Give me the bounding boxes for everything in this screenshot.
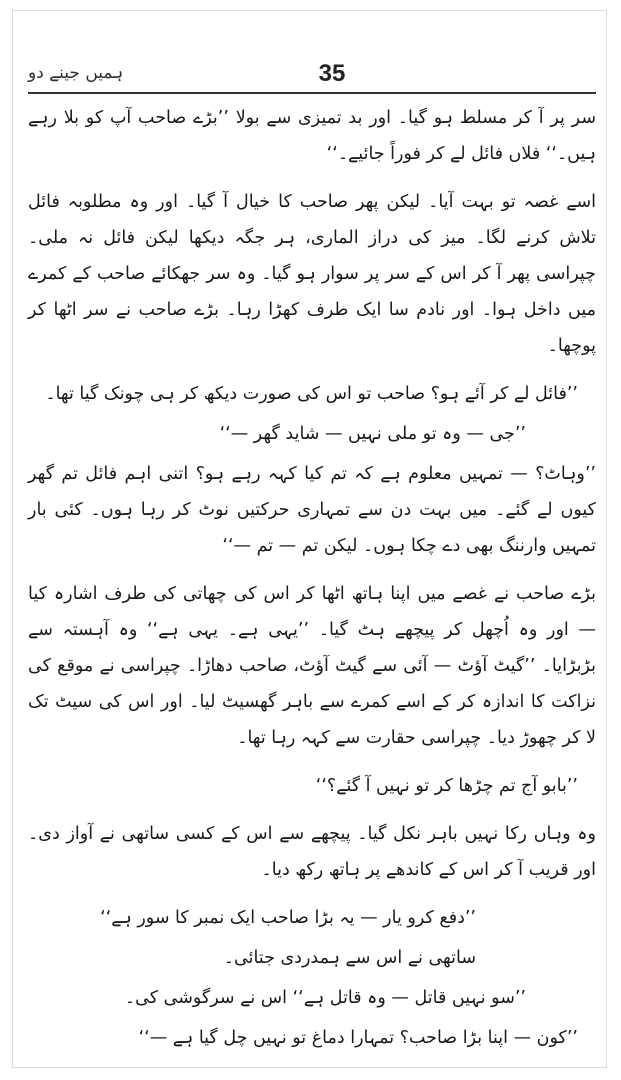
dialogue-peon: ’’بابو آج تم چڑھا کر تو نہیں آ گئے؟‘‘ [315,776,578,796]
paragraph-continued: سر پر آ کر مسلط ہو گیا۔ اور بد تمیزی سے بولا ’’بڑے صاحب آپ کو بلا رہے ہیں۔‘‘ فلاں فائل لے کر فوراً جائیے۔‘‘ [28,108,596,164]
running-head [28,52,596,92]
paragraph-sympathy: ساتھی نے اس سے ہمدردی جتائی۔ [223,948,476,968]
dialogue-colleague: ’’دفع کرو یار — یہ بڑا صاحب ایک نمبر کا سور ہے‘‘ [100,908,476,928]
dialogue-reply: ’’جی — وہ تو ملی نہیں — شاید گھر —‘‘ [219,424,526,444]
paragraph-gesture: بڑے صاحب نے غصے میں اپنا ہاتھ اٹھا کر اس کی چھاتی کی طرف اشارہ کیا — اور وہ اُچھل کر پیچھے ہٹ گیا۔ ’’یہی ہے۔ یہی ہے‘‘ وہ آہستہ سے بڑبڑایا۔ ’’گیٹ آؤٹ — آئی سے گیٹ آؤٹ، صاحب دھاڑا۔ چپراسی نے موقع کی نزاکت کا اندازہ کر کے اسے کمرے سے باہر گھسیٹ لیا۔ اور اس کی سیٹ تک لا کر چھوڑ دیا۔ چپراسی حقارت سے کہہ رہا تھا۔ [28,584,596,748]
body-text [28,100,596,1068]
dialogue-who: ’’کون — اپنا بڑا صاحب؟ تمہارا دماغ تو نہیں چل گیا ہے —‘‘ [138,1028,578,1048]
dialogue-boss-outburst: ’’وہاٹ؟ — تمہیں معلوم ہے کہ تم کیا کہہ رہے ہو؟ اتنی اہم فائل تم گھر کیوں لے گئے۔ میں بہت دن سے تمہاری حرکتیں نوٹ کر رہا ہوں۔ کئی بار تمہیں وارننگ بھی دے چکا ہوں۔ لیکن تم — تم —‘‘ [28,464,596,556]
book-title: ہمیں جینے دو [28,63,124,83]
dialogue-file-question: ’’فائل لے کر آئے ہو؟ صاحب تو اس کی صورت دیکھ کر ہی چونک گیا تھا۔ [45,384,578,404]
header-rule [28,92,596,94]
paragraph-colleague: وہ وہاں رکا نہیں باہر نکل گیا۔ پیچھے سے اس کے کسی ساتھی نے آواز دی۔ اور قریب آ کر اس کے کاندھے پر ہاتھ رکھ دیا۔ [28,824,596,880]
dialogue-whisper: ’’سو نہیں قاتل — وہ قاتل ہے‘‘ اس نے سرگوشی کی۔ [124,988,526,1008]
page-number: 35 [318,60,346,87]
paragraph-search-file: اسے غصہ تو بہت آیا۔ لیکن پھر صاحب کا خیال آ گیا۔ اور وہ مطلوبہ فائل تلاش کرنے لگا۔ میز کی دراز الماری، ہر جگہ دیکھا لیکن فائل نہ ملی۔ چپراسی پھر آ کر اس کے سر پر سوار ہو گیا۔ وہ سر جھکائے صاحب کے کمرے میں داخل ہوا۔ اور نادم سا ایک طرف کھڑا رہا۔ بڑے صاحب نے سر اٹھا کر پوچھا۔ [28,192,596,356]
